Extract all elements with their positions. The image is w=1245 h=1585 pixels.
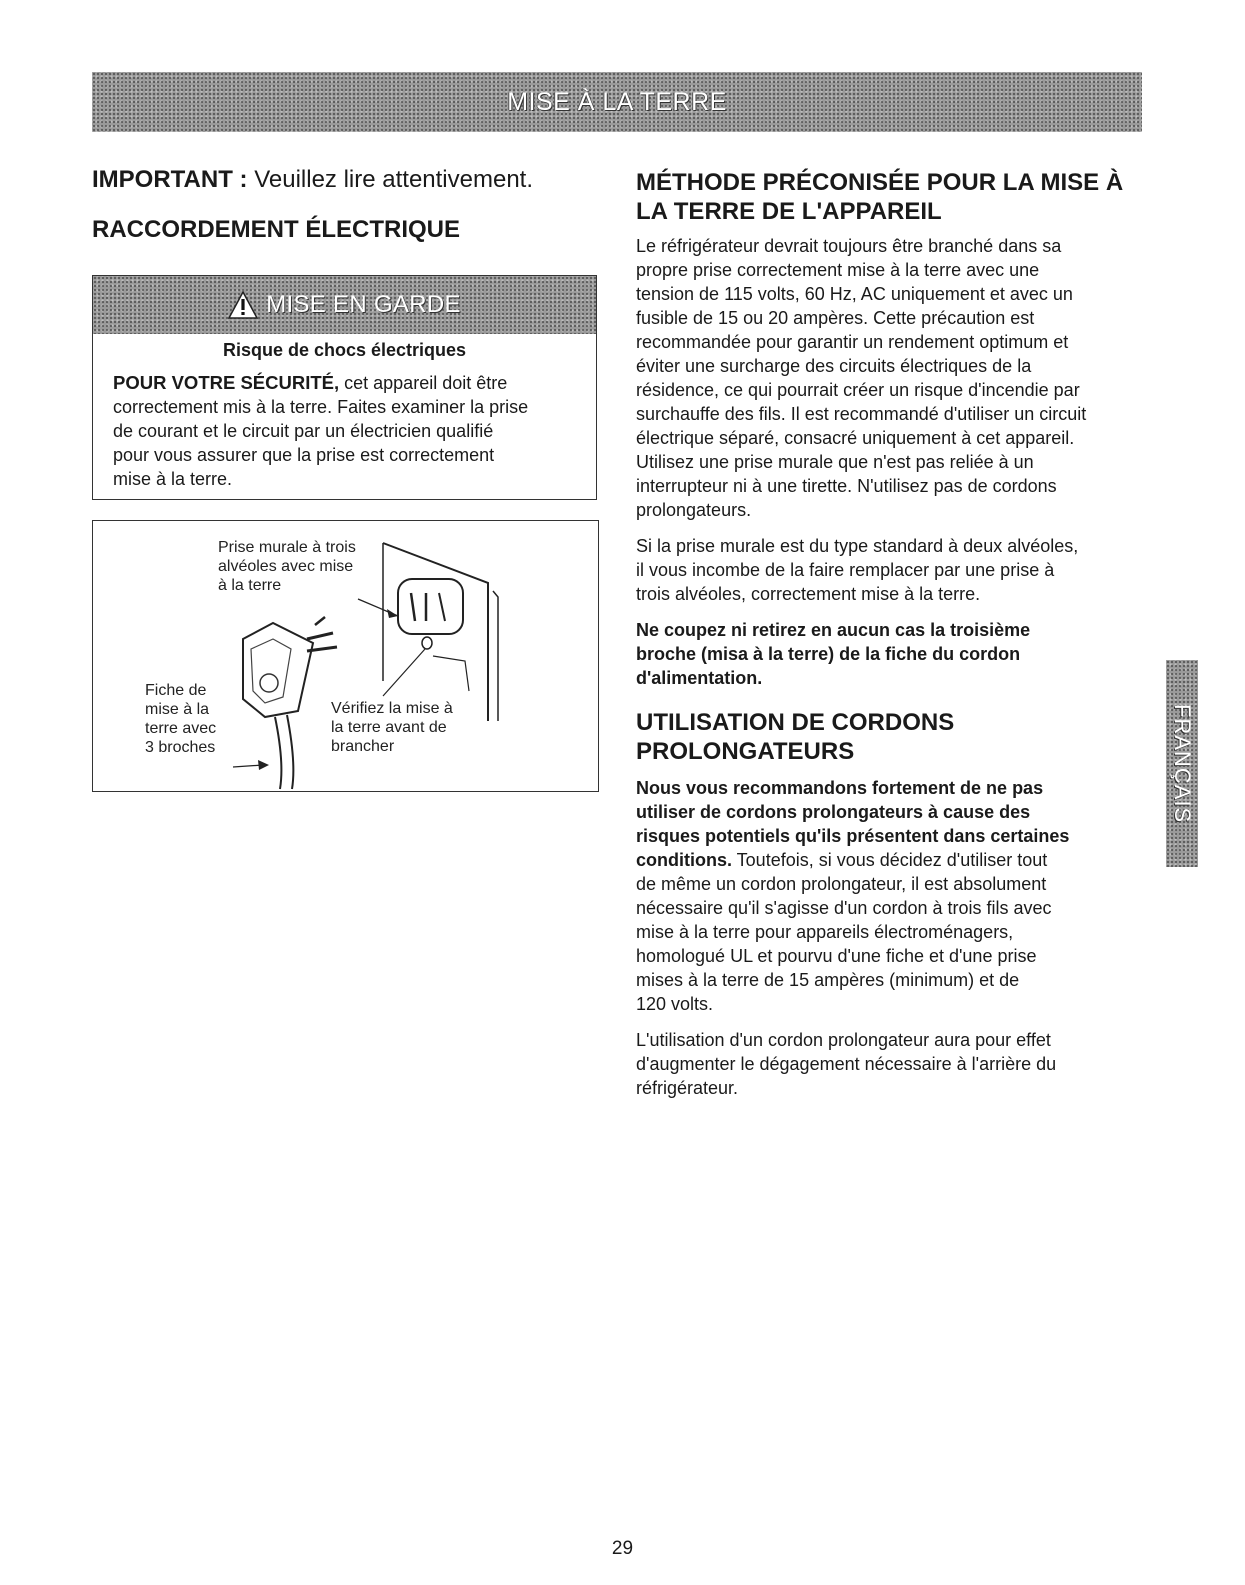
clearance-paragraph — [636, 1028, 1156, 1100]
left-column — [92, 165, 599, 792]
text-line: fusible de 15 ou 20 ampères. Cette précaution est — [636, 308, 1035, 328]
warning-line: de courant et le circuit par un électricien qualifié — [113, 421, 494, 441]
important-label: IMPORTANT : — [92, 166, 248, 193]
heading-line: UTILISATION DE CORDONS — [636, 709, 955, 736]
text-line: broche (misa à la terre) de la fiche du cordon — [636, 644, 1021, 664]
warning-line: mise à la terre. — [113, 469, 233, 489]
plug-label-line: 3 broches — [145, 739, 216, 756]
page-title: MISE À LA TERRE — [507, 87, 727, 116]
text-line: homologué UL et pourvu d'une fiche et d'une prise — [636, 946, 1037, 966]
language-tab — [1166, 660, 1198, 867]
right-column — [636, 168, 1156, 1100]
third-prong-warning — [636, 618, 1156, 690]
text-line: Le réfrigérateur devrait toujours être branché dans sa — [636, 236, 1062, 256]
plug-label-line: mise à la — [145, 701, 210, 718]
electrical-connection-heading: RACCORDEMENT ÉLECTRIQUE — [92, 216, 461, 243]
language-tab-label: FRANÇAIS — [1170, 703, 1195, 824]
bold-line: Nous vous recommandons fortement de ne pas — [636, 778, 1044, 798]
text-line: éviter une surcharge des circuits électriques de la — [636, 356, 1032, 376]
warning-body — [93, 334, 596, 499]
verify-label-line: Vérifiez la mise à — [331, 700, 453, 717]
warning-lead: POUR VOTRE SÉCURITÉ, — [113, 372, 340, 393]
important-text: Veuillez lire attentivement. — [247, 166, 534, 193]
grounding-illustration — [92, 520, 599, 792]
extension-cord-paragraph — [636, 776, 1156, 1016]
warning-header — [93, 276, 596, 334]
verify-label — [331, 699, 453, 756]
text-line: résidence, ce qui pourrait créer un risque d'incendie par — [636, 380, 1080, 400]
text-line: Ne coupez ni retirez en aucun cas la troisième — [636, 620, 1031, 640]
warning-title: MISE EN GARDE — [266, 291, 461, 318]
plug-label — [145, 681, 216, 757]
warning-subtitle: Risque de chocs électriques — [222, 340, 467, 360]
bold-line: risques potentiels qu'ils présentent dans certaines — [636, 826, 1070, 846]
verify-label-line: brancher — [331, 738, 395, 755]
text-line: recommandée pour garantir un rendement optimum et — [636, 332, 1069, 352]
text-line: L'utilisation d'un cordon prolongateur aura pour effet — [636, 1030, 1051, 1050]
text-line: d'augmenter le dégagement nécessaire à l'arrière du — [636, 1054, 1057, 1074]
plug-label-line: terre avec — [145, 720, 217, 737]
text-line: d'alimentation. — [636, 668, 763, 688]
outlet-label-line: alvéoles avec mise — [218, 558, 354, 575]
text-line: Utilisez une prise murale que n'est pas reliée à un — [636, 452, 1034, 472]
text-line: nécessaire qu'il s'agisse d'un cordon à trois fils avec — [636, 898, 1052, 918]
heading-line: PROLONGATEURS — [636, 738, 855, 765]
section-banner — [92, 72, 1142, 132]
text-line: mises à la terre de 15 ampères (minimum) et de — [636, 970, 1020, 990]
bold-line: conditions. — [636, 850, 732, 870]
text-line: tension de 115 volts, 60 Hz, AC uniquement et avec un — [636, 284, 1073, 304]
warning-text — [113, 371, 576, 491]
text-line: réfrigérateur. — [636, 1078, 739, 1098]
text-line: trois alvéoles, correctement mise à la terre. — [636, 584, 981, 604]
page-number: 29 — [611, 1538, 634, 1559]
outlet-label-line: à la terre — [218, 577, 282, 594]
text-line: mise à la terre pour appareils électroménagers, — [636, 922, 1014, 942]
warning-line: correctement mis à la terre. Faites examiner la prise — [113, 397, 529, 417]
bold-line: utiliser de cordons prolongateurs à cause des — [636, 802, 1031, 822]
text-line: Toutefois, si vous décidez d'utiliser tout — [732, 850, 1048, 870]
outlet-label-line: Prise murale à trois — [218, 539, 356, 556]
warning-line: cet appareil doit être — [339, 373, 508, 393]
grounding-paragraph — [636, 234, 1156, 522]
grounding-method-heading — [636, 168, 1156, 226]
text-line: de même un cordon prolongateur, il est absolument — [636, 874, 1047, 894]
extension-cords-heading — [636, 708, 1156, 766]
verify-label-line: la terre avant de — [331, 719, 447, 736]
text-line: il vous incombe de la faire remplacer par une prise à — [636, 560, 1055, 580]
warning-line: pour vous assurer que la prise est correctement — [113, 445, 495, 465]
outlet-label — [218, 538, 356, 595]
text-line: 120 volts. — [636, 994, 714, 1014]
warning-triangle-icon — [228, 291, 258, 319]
text-line: électrique séparé, consacré uniquement à cet appareil. — [636, 428, 1075, 448]
warning-box — [92, 275, 597, 500]
heading-line: LA TERRE DE L'APPAREIL — [636, 198, 942, 225]
two-prong-paragraph — [636, 534, 1156, 606]
text-line: prolongateurs. — [636, 500, 752, 520]
heading-line: MÉTHODE PRÉCONISÉE POUR LA MISE À — [636, 169, 1124, 196]
important-note — [92, 165, 599, 195]
text-line: surchauffe des fils. Il est recommandé d'utiliser un circuit — [636, 404, 1087, 424]
text-line: propre prise correctement mise à la terre avec une — [636, 260, 1040, 280]
plug-label-line: Fiche de — [145, 682, 207, 699]
text-line: interrupteur ni à une tirette. N'utilisez pas de cordons — [636, 476, 1057, 496]
text-line: Si la prise murale est du type standard à deux alvéoles, — [636, 536, 1079, 556]
